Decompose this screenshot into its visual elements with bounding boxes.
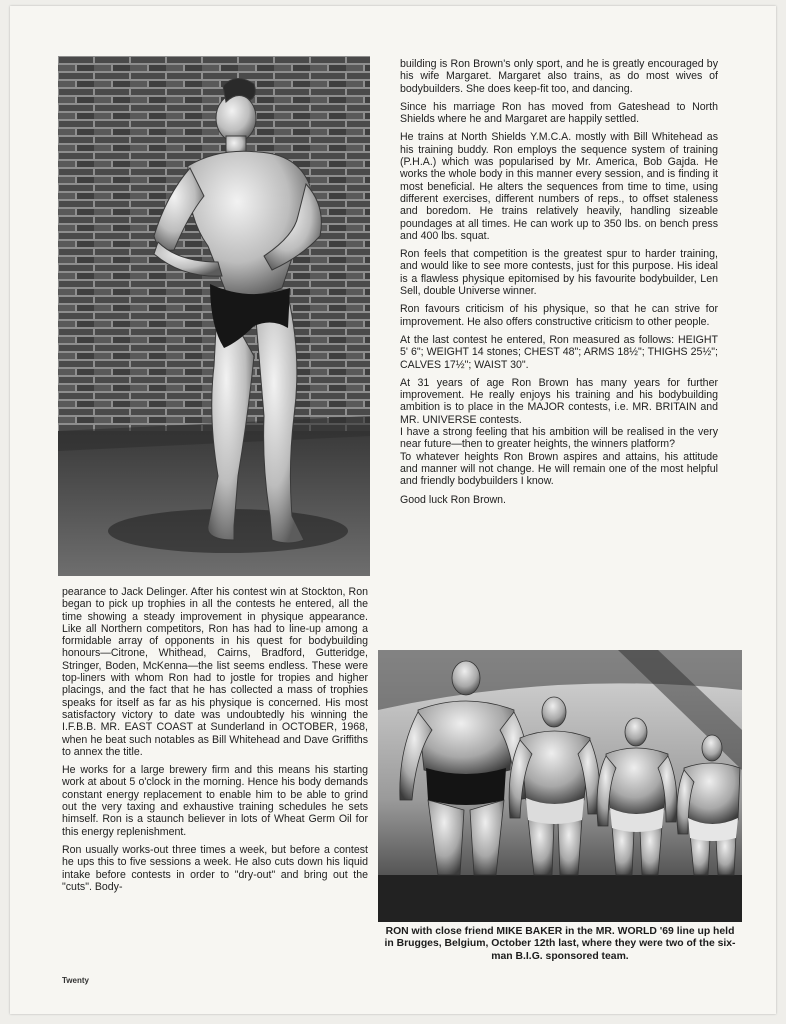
paragraph: He trains at North Shields Y.M.C.A. mostly with Bill Whitehead as his training buddy. Ron employs the sequence system of training (P.H.A.) which was popularised by Mr. America, Bob Gajda. He works the whole body in this manner every session, and is finding it most beneficial. He alters the sequences from time to time, using different exercises, different numbers of reps., to offset staleness and boredom. He trains relatively heavily, handling sizeable poundages at all times. He can work up to 350 lbs. on bench press and 400 lbs. squat. bbox=[400, 131, 718, 242]
paragraph: Good luck Ron Brown. bbox=[400, 493, 506, 506]
paragraph: At 31 years of age Ron Brown has many years for further improvement. He really enjoys his training and his bodybuilding ambition is to place in the MAJOR contests, i.e. MR. BRITAIN and MR. UNIVERSE contests. bbox=[400, 376, 718, 426]
mr-world-lineup-photo bbox=[378, 650, 742, 922]
paragraph: Ron usually works-out three times a week, but before a contest he ups this to five sessions a week. He also cuts down his liquid intake before contests in order to "dry-out" and bring out the "cuts". Body- bbox=[62, 843, 368, 893]
paragraph: To whatever heights Ron Brown aspires and attains, his attitude and manner will not change. He will remain one of the most helpful and friendly bodybuilders I know. bbox=[400, 450, 718, 488]
paragraph: pearance to Jack Delinger. After his contest win at Stockton, Ron began to pick up trophies in all the contests he entered, all the time showing a steady improvement in physique appearance. Like all Northern competitors, Ron has had to line-up among a formidable array of opponents in his quest for bodybuilding honours—Citrone, Whithead, Cairns, Bradford, Gutteridge, Stringer, Boden, McKenna—the list seems endless. These were top-liners with whom Ron had to jostle for tropies and higher placings, and the fact that he has collected a mass of trophies speaks for itself as far as his physique is concerned. His most satisfactory victory to date was undoubtedly his winning the I.F.B.B. MR. EAST COAST at Sunderland in OCTOBER, 1968, when he beat such notables as Bill Whitehead and Dave Griffiths to annex the title. bbox=[62, 586, 368, 758]
page-number: Twenty bbox=[62, 976, 89, 985]
photo-caption: RON with close friend MIKE BAKER in the MR. WORLD '69 line up held in Brugges, Belgium, October 12th last, where they were two of the six-man B.I.G. sponsored team. bbox=[384, 926, 736, 962]
paragraph: Ron feels that competition is the greatest spur to harder training, and would like to see more contests, just for this purpose. His ideal is a flawless physique epitomised by his favourite bodybuilder, Len Sell, double Universe winner. bbox=[400, 248, 718, 298]
paragraph: building is Ron Brown's only sport, and he is greatly encouraged by his wife Margaret. Margaret also trains, as do most wives of bodybuilders. She does keep-fit too, and dancing. bbox=[400, 58, 718, 95]
paragraph: At the last contest he entered, Ron measured as follows: HEIGHT 5' 6"; WEIGHT 14 stones; CHEST 48"; ARMS 18½"; THIGHS 25½"; CALVES 17½"; WAIST 30". bbox=[400, 333, 718, 371]
article-column-right bbox=[400, 58, 718, 512]
paragraph: He works for a large brewery firm and this means his starting work at about 5 o'clock in the morning. Hence his body demands constant energy replacement to enable him to be able to grind out the very taxing and exhaustive training schedules he sets himself. Ron is a staunch believer in lots of Wheat Germ Oil for this energy replenishment. bbox=[62, 764, 368, 838]
paragraph: Since his marriage Ron has moved from Gateshead to North Shields where he and Margaret are happily settled. bbox=[400, 100, 718, 126]
article-column-left bbox=[62, 586, 368, 899]
paragraph: I have a strong feeling that his ambition will be realised in the very near future—then to greater heights, the winners platform? bbox=[400, 426, 718, 451]
paragraph: Ron favours criticism of his physique, so that he can strive for improvement. He also offers constructive criticism to other people. bbox=[400, 303, 718, 328]
magazine-page bbox=[10, 6, 776, 1014]
ron-brown-photo bbox=[58, 56, 370, 576]
